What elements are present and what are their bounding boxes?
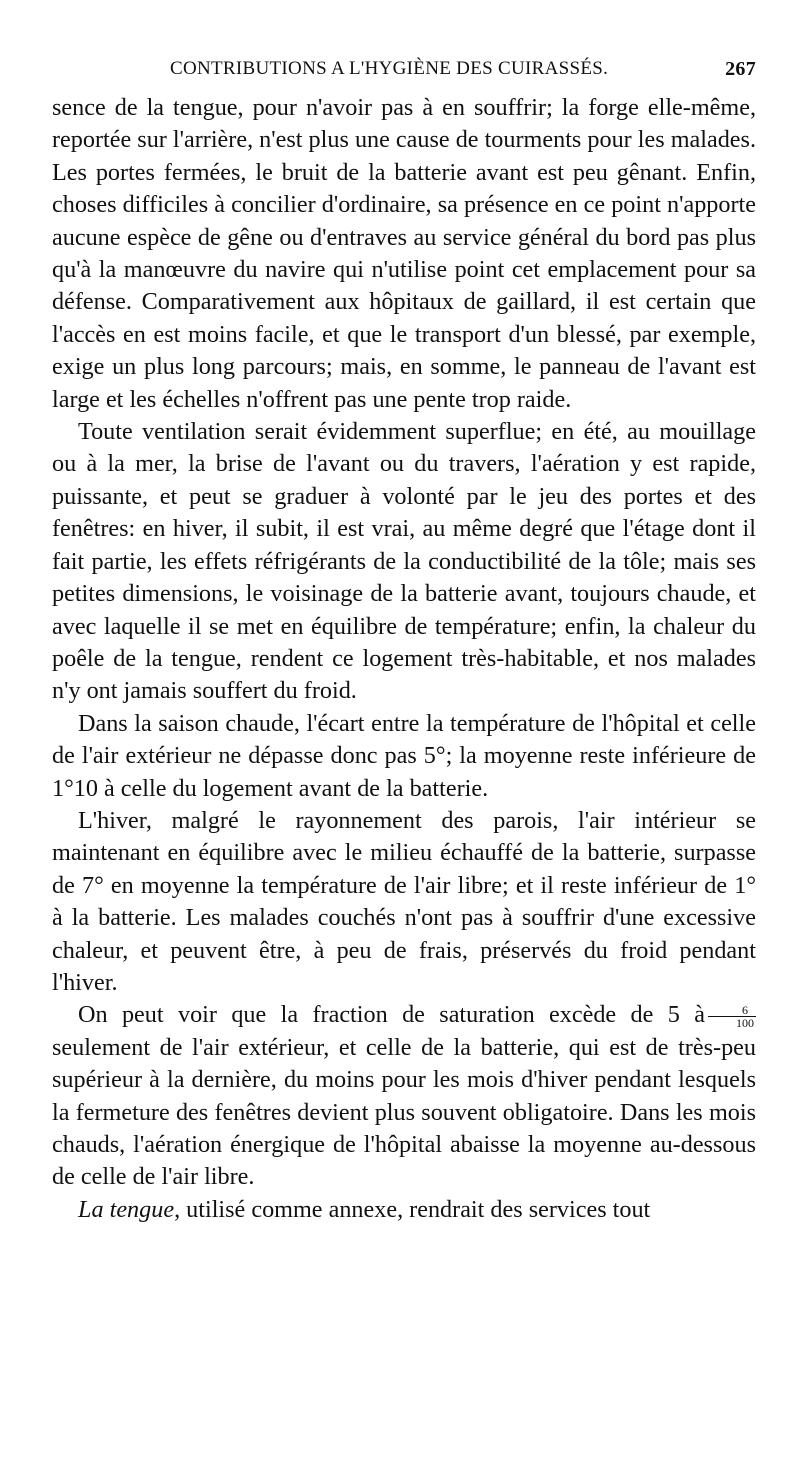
- paragraph-tengue-annex: [52, 1194, 756, 1226]
- tengue-annex-text: , utilisé comme annexe, rendrait des services tout: [174, 1195, 651, 1223]
- paragraph-hot-season: Dans la saison chaude, l'écart entre la température de l'hôpital et celle de l'air extérieur ne dépasse donc pas 5°; la moyenne reste inférieure de 1°10 à celle du logement avant de la batterie.: [52, 709, 756, 802]
- saturation-text-after: seulement de l'air extérieur, et celle de la batterie, qui est de très-peu supérieur à la dernière, du moins pour les mois d'hiver pendant lesquels la fermeture des fenêtres devient plus souvent obligatoire. Dans les mois chauds, l'aération énergique de l'hôpital abaisse la moyenne au-dessous de celle de l'air libre.: [52, 1033, 756, 1191]
- running-title: CONTRIBUTIONS A L'HYGIÈNE DES CUIRASSÉS.: [170, 58, 609, 79]
- page-number: 267: [725, 58, 756, 80]
- paragraph-winter: L'hiver, malgré le rayonnement des parois, l'air intérieur se maintenant en équilibre avec le milieu échauffé de la batterie, surpasse de 7° en moyenne la température de l'air libre; et il reste inférieur de 1° à la batterie. Les malades couchés n'ont pas à souffrir d'une excessive chaleur, et peuvent être, à peu de frais, préservés du froid pendant l'hiver.: [52, 806, 756, 996]
- fraction-denominator: 100: [736, 1016, 754, 1031]
- saturation-fraction: [708, 1004, 756, 1029]
- tengue-italic-term: La tengue: [78, 1195, 175, 1223]
- fraction-numerator: 6: [708, 1004, 756, 1017]
- paragraph-tengue-continuation: sence de la tengue, pour n'avoir pas à en souffrir; la forge elle-même, reportée sur l'arrière, n'est plus une cause de tourments pour les malades. Les portes fermées, le bruit de la batterie avant est peu gênant. Enfin, choses difficiles à concilier d'ordinaire, sa présence en ce point n'apporte aucune espèce de gêne ou d'entraves au service général du bord pas plus qu'à la manœuvre du navire qui n'utilise point cet emplacement pour sa défense. Comparativement aux hôpitaux de gaillard, il est certain que l'accès en est moins facile, et que le transport d'un blessé, par exemple, exige un plus long parcours; mais, en somme, le panneau de l'avant est large et les échelles n'offrent pas une pente trop raide.: [52, 94, 756, 413]
- book-page: [52, 58, 756, 1226]
- running-header: [52, 58, 756, 92]
- paragraph-saturation: [52, 999, 756, 1193]
- saturation-text-before: On peut voir que la fraction de saturation excède de 5 à: [78, 1001, 705, 1029]
- paragraph-ventilation: Toute ventilation serait évidemment superflue; en été, au mouillage ou à la mer, la brise de l'avant ou du travers, l'aération y est rapide, puissante, et peut se graduer à volonté par le jeu des portes et des fenêtres: en hiver, il subit, il est vrai, au même degré que l'étage dont il fait partie, les effets réfrigérants de la conductibilité de la tôle; mais ses petites dimensions, le voisinage de la batterie avant, toujours chaude, et avec laquelle il se met en équilibre de température; enfin, la chaleur du poêle de la tengue, rendent ce logement très-habitable, et nos malades n'y ont jamais souffert du froid.: [52, 418, 756, 705]
